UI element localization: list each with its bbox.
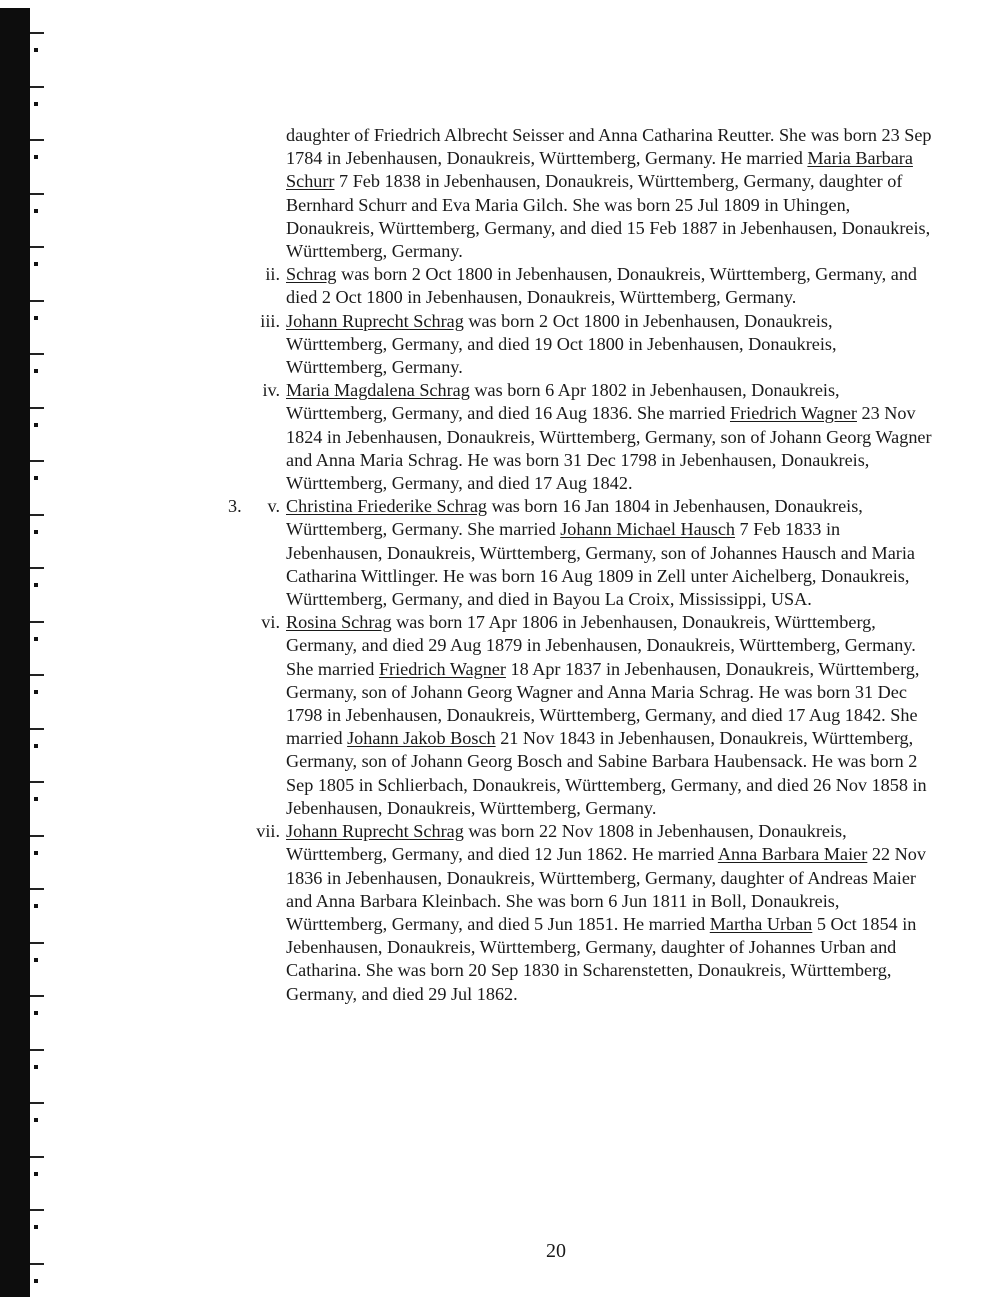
person-name-link: Johann Ruprecht Schrag [286,821,464,842]
binding-tab [0,1078,30,1136]
entry-text: 18 Apr 1837 in Jebenhausen, Donaukreis, Württemberg, Germany, son of Johann Georg Wagner and Anna Maria Schrag. He was born 31 Dec 1798 in Jebenhausen, Donaukreis, Württemberg, Germany, and died 17 Aug 1842. She married [286,658,920,749]
spiral-binding [0,0,44,1292]
entry-text: 21 Nov 1843 in Jebenhausen, Donaukreis, Württemberg, Germany, son of Johann Georg Bosch and Sabine Barbara Haubensack. He was born 2 Sep 1805 in Schlierbach, Donaukreis, Württemberg, Germany, and died 26 Nov 1858 in Jebenhausen, Donaukreis, Württemberg, Germany. [286,728,927,818]
roman-numeral: v. [267,496,280,517]
binding-tab [0,8,30,66]
binding-hole [34,637,38,641]
entry-text: was born 6 Apr 1802 in Jebenhausen, Donaukreis, Württemberg, Germany, and died 16 Aug 1836. She married [286,380,840,424]
binding-hole [34,797,38,801]
entry-text: was born 16 Jan 1804 in Jebenhausen, Donaukreis, Württemberg, Germany. She married [286,496,863,540]
binding-tab [0,169,30,227]
binding-tab [0,115,30,173]
binding-tab [0,971,30,1029]
generation-number: 3. [228,496,242,517]
binding-hole [34,209,38,213]
binding-tab [0,650,30,708]
person-name-link: Christina Friederike Schrag [286,496,488,517]
person-name-link: Johann Jakob Bosch [347,728,496,749]
person-name-link: Johann Ruprecht Schrag [286,310,464,331]
child-entry [265,263,936,309]
child-entry [260,310,936,380]
binding-hole [34,262,38,266]
roman-numeral: iii. [260,310,280,331]
entry-text: was born 2 Oct 1800 in Jebenhausen, Donaukreis, Württemberg, Germany, and died 19 Oct 1800 in Jebenhausen, Donaukreis, Württemberg, Germany. [286,310,837,378]
roman-numeral: iv. [262,380,280,401]
binding-hole [34,48,38,52]
binding-tab [0,918,30,976]
binding-hole [34,530,38,534]
binding-tab [0,864,30,922]
binding-tab [0,1025,30,1083]
continuation-text: daughter of Friedrich Albrecht Seisser and Anna Catharina Reutter. She was born 23 Sep 1784 in Jebenhausen, Donaukreis, Württemberg, Germany. He married [286,125,932,169]
binding-tab [0,490,30,548]
binding-hole [34,369,38,373]
binding-hole [34,316,38,320]
binding-hole [34,1279,38,1283]
person-name-link: Martha Urban [709,913,813,934]
binding-tab [0,1239,30,1297]
binding-tab [0,757,30,815]
continuation-paragraph [286,124,936,263]
child-entry [228,495,936,611]
person-name-link: Maria Magdalena Schrag [286,380,470,401]
binding-tab [0,436,30,494]
binding-tab [0,62,30,120]
binding-hole [34,904,38,908]
child-entry [261,611,936,820]
roman-numeral: vii. [256,821,280,842]
binding-hole [34,1065,38,1069]
person-name-link: Friedrich Wagner [378,658,506,679]
binding-tab [0,704,30,762]
binding-hole [34,958,38,962]
person-name-link: Schrag [286,264,337,285]
binding-tab [0,1185,30,1243]
binding-tab [0,1132,30,1190]
entry-text: 5 Oct 1854 in Jebenhausen, Donaukreis, Württemberg, Germany, daughter of Johannes Urban and Catharina. She was born 20 Sep 1830 in Scharenstetten, Donaukreis, Württemberg, Germany, and died 29 Jul 1862. [286,913,917,1004]
binding-hole [34,423,38,427]
binding-hole [34,744,38,748]
binding-tab [0,222,30,280]
entry-text: was born 22 Nov 1808 in Jebenhausen, Donaukreis, Württemberg, Germany, and died 12 Jun 1862. He married [286,821,847,865]
document-body [228,124,936,1006]
entry-text: 7 Feb 1833 in Jebenhausen, Donaukreis, Württemberg, Germany, son of Johannes Hausch and Maria Catharina Wittlinger. He was born 16 Aug 1809 in Zell unter Aichelberg, Donaukreis, Württemberg, Germany, and died in Bayou La Croix, Mississippi, USA. [286,519,915,610]
entry-text: was born 17 Apr 1806 in Jebenhausen, Donaukreis, Württemberg, Germany, and died 29 Aug 1879 in Jebenhausen, Donaukreis, Württemberg, Germany. She married [286,612,916,679]
binding-hole [34,1118,38,1122]
spouse-link-maria-barbara-schurr: Maria Barbara Schurr [286,148,913,192]
child-entry [256,820,936,1006]
person-name-link: Johann Michael Hausch [560,519,735,540]
binding-hole [34,1225,38,1229]
binding-tab [0,276,30,334]
continuation-rest-text: 7 Feb 1838 in Jebenhausen, Donaukreis, Württemberg, Germany, daughter of Bernhard Schurr and Eva Maria Gilch. She was born 25 Jul 1809 in Uhingen, Donaukreis, Württemberg, Germany, and died 15 Feb 1887 in Jebenhausen, Donaukreis, Württemberg, Germany. [286,171,931,262]
binding-tab [0,811,30,869]
entry-text: 22 Nov 1836 in Jebenhausen, Donaukreis, Württemberg, Germany, daughter of Andreas Maier and Anna Barbara Kleinbach. She was born 6 Jun 1811 in Boll, Donaukreis, Württemberg, Germany, and died 5 Jun 1851. He married [286,844,926,934]
binding-hole [34,155,38,159]
binding-tab [0,329,30,387]
child-entry [262,379,936,495]
binding-hole [34,583,38,587]
child-entries-list [228,263,936,1006]
person-name-link: Friedrich Wagner [729,403,857,424]
binding-tab [0,597,30,655]
entry-text: 23 Nov 1824 in Jebenhausen, Donaukreis, Württemberg, Germany, son of Johann Georg Wagner and Anna Maria Schrag. He was born 31 Dec 1798 in Jebenhausen, Donaukreis, Württemberg, Germany, and died 17 Aug 1842. [286,403,932,494]
binding-tab [0,543,30,601]
person-name-link: Rosina Schrag [286,612,392,633]
binding-hole [34,690,38,694]
binding-hole [34,102,38,106]
binding-hole [34,476,38,480]
person-name-link: Anna Barbara Maier [717,844,868,865]
page-number: 20 [546,1240,566,1262]
roman-numeral: ii. [265,264,280,285]
binding-tab [0,383,30,441]
roman-numeral: vi. [261,612,280,633]
binding-hole [34,1172,38,1176]
binding-hole [34,1011,38,1015]
entry-text: was born 2 Oct 1800 in Jebenhausen, Donaukreis, Württemberg, Germany, and died 2 Oct 1800 in Jebenhausen, Donaukreis, Württemberg, Germany. [286,264,918,308]
binding-hole [34,851,38,855]
